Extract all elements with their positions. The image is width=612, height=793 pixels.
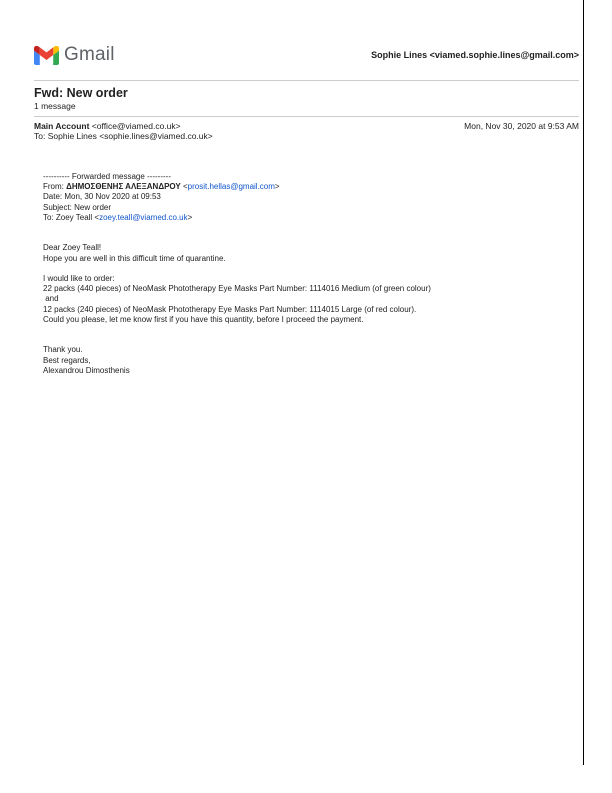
signature: Alexandrou Dimosthenis <box>43 365 130 375</box>
thread-subject: Fwd: New order <box>34 86 128 100</box>
spacer <box>43 264 431 274</box>
message-header <box>34 121 579 141</box>
forward-to-close: > <box>187 212 193 222</box>
message-count: 1 message <box>34 101 76 111</box>
gmail-m-icon <box>34 46 59 65</box>
body-line: Hope you are well in this difficult time of quarantine. <box>43 253 226 263</box>
forward-subject: Subject: New order <box>43 202 112 212</box>
sender-email: <office@viamed.co.uk> <box>91 121 181 131</box>
forward-to-label: To: Zoey Teall < <box>43 212 100 222</box>
forward-to-email-link[interactable]: zoey.teall@viamed.co.uk <box>99 212 188 222</box>
body-line: Could you please, let me know first if you have this quantity, before I proceed the payment. <box>43 314 364 324</box>
forward-from-open: < <box>180 182 188 192</box>
greeting: Dear Zoey Teall! <box>43 243 102 253</box>
order-line: 12 packs (240 pieces) of NeoMask Phototherapy Eye Masks Part Number: 1114015 Large (of red colour). <box>43 304 417 314</box>
spacer <box>43 223 431 233</box>
forward-separator: ---------- Forwarded message --------- <box>43 172 171 181</box>
forward-date: Date: Mon, 30 Nov 2020 at 09:53 <box>43 192 161 202</box>
forward-from-label: From: <box>43 182 67 192</box>
forward-from-name: ΔΗΜΟΣΘΕΝΗΣ ΑΛΕΞΑΝΔΡΟΥ <box>66 182 181 192</box>
message-date: Mon, Nov 30, 2020 at 9:53 AM <box>464 121 579 131</box>
forward-to <box>43 213 431 223</box>
gmail-wordmark: Gmail <box>64 44 115 65</box>
message-body <box>43 172 431 376</box>
spacer <box>43 325 431 335</box>
order-line: 22 packs (440 pieces) of NeoMask Phototherapy Eye Masks Part Number: 1114016 Medium (of green colour) <box>43 284 431 294</box>
closing-regards: Best regards, <box>43 355 91 365</box>
forward-from <box>43 182 431 192</box>
header-divider <box>34 80 579 81</box>
spacer <box>43 335 431 345</box>
spacer <box>43 233 431 243</box>
body-line: I would like to order: <box>43 273 115 283</box>
forward-from-close: > <box>274 182 280 192</box>
account-label: Sophie Lines <viamed.sophie.lines@gmail.com> <box>371 50 579 60</box>
gmail-logo <box>34 44 115 66</box>
message-recipient: To: Sophie Lines <sophie.lines@viamed.co.uk> <box>34 131 213 141</box>
gmail-header <box>34 40 579 70</box>
page-edge-line <box>583 0 584 765</box>
closing-thanks: Thank you. <box>43 345 83 355</box>
sender-name: Main Account <box>34 121 90 131</box>
subject-divider <box>34 116 579 117</box>
forward-from-email-link[interactable]: prosit.hellas@gmail.com <box>187 182 275 192</box>
order-line: and <box>43 294 59 304</box>
